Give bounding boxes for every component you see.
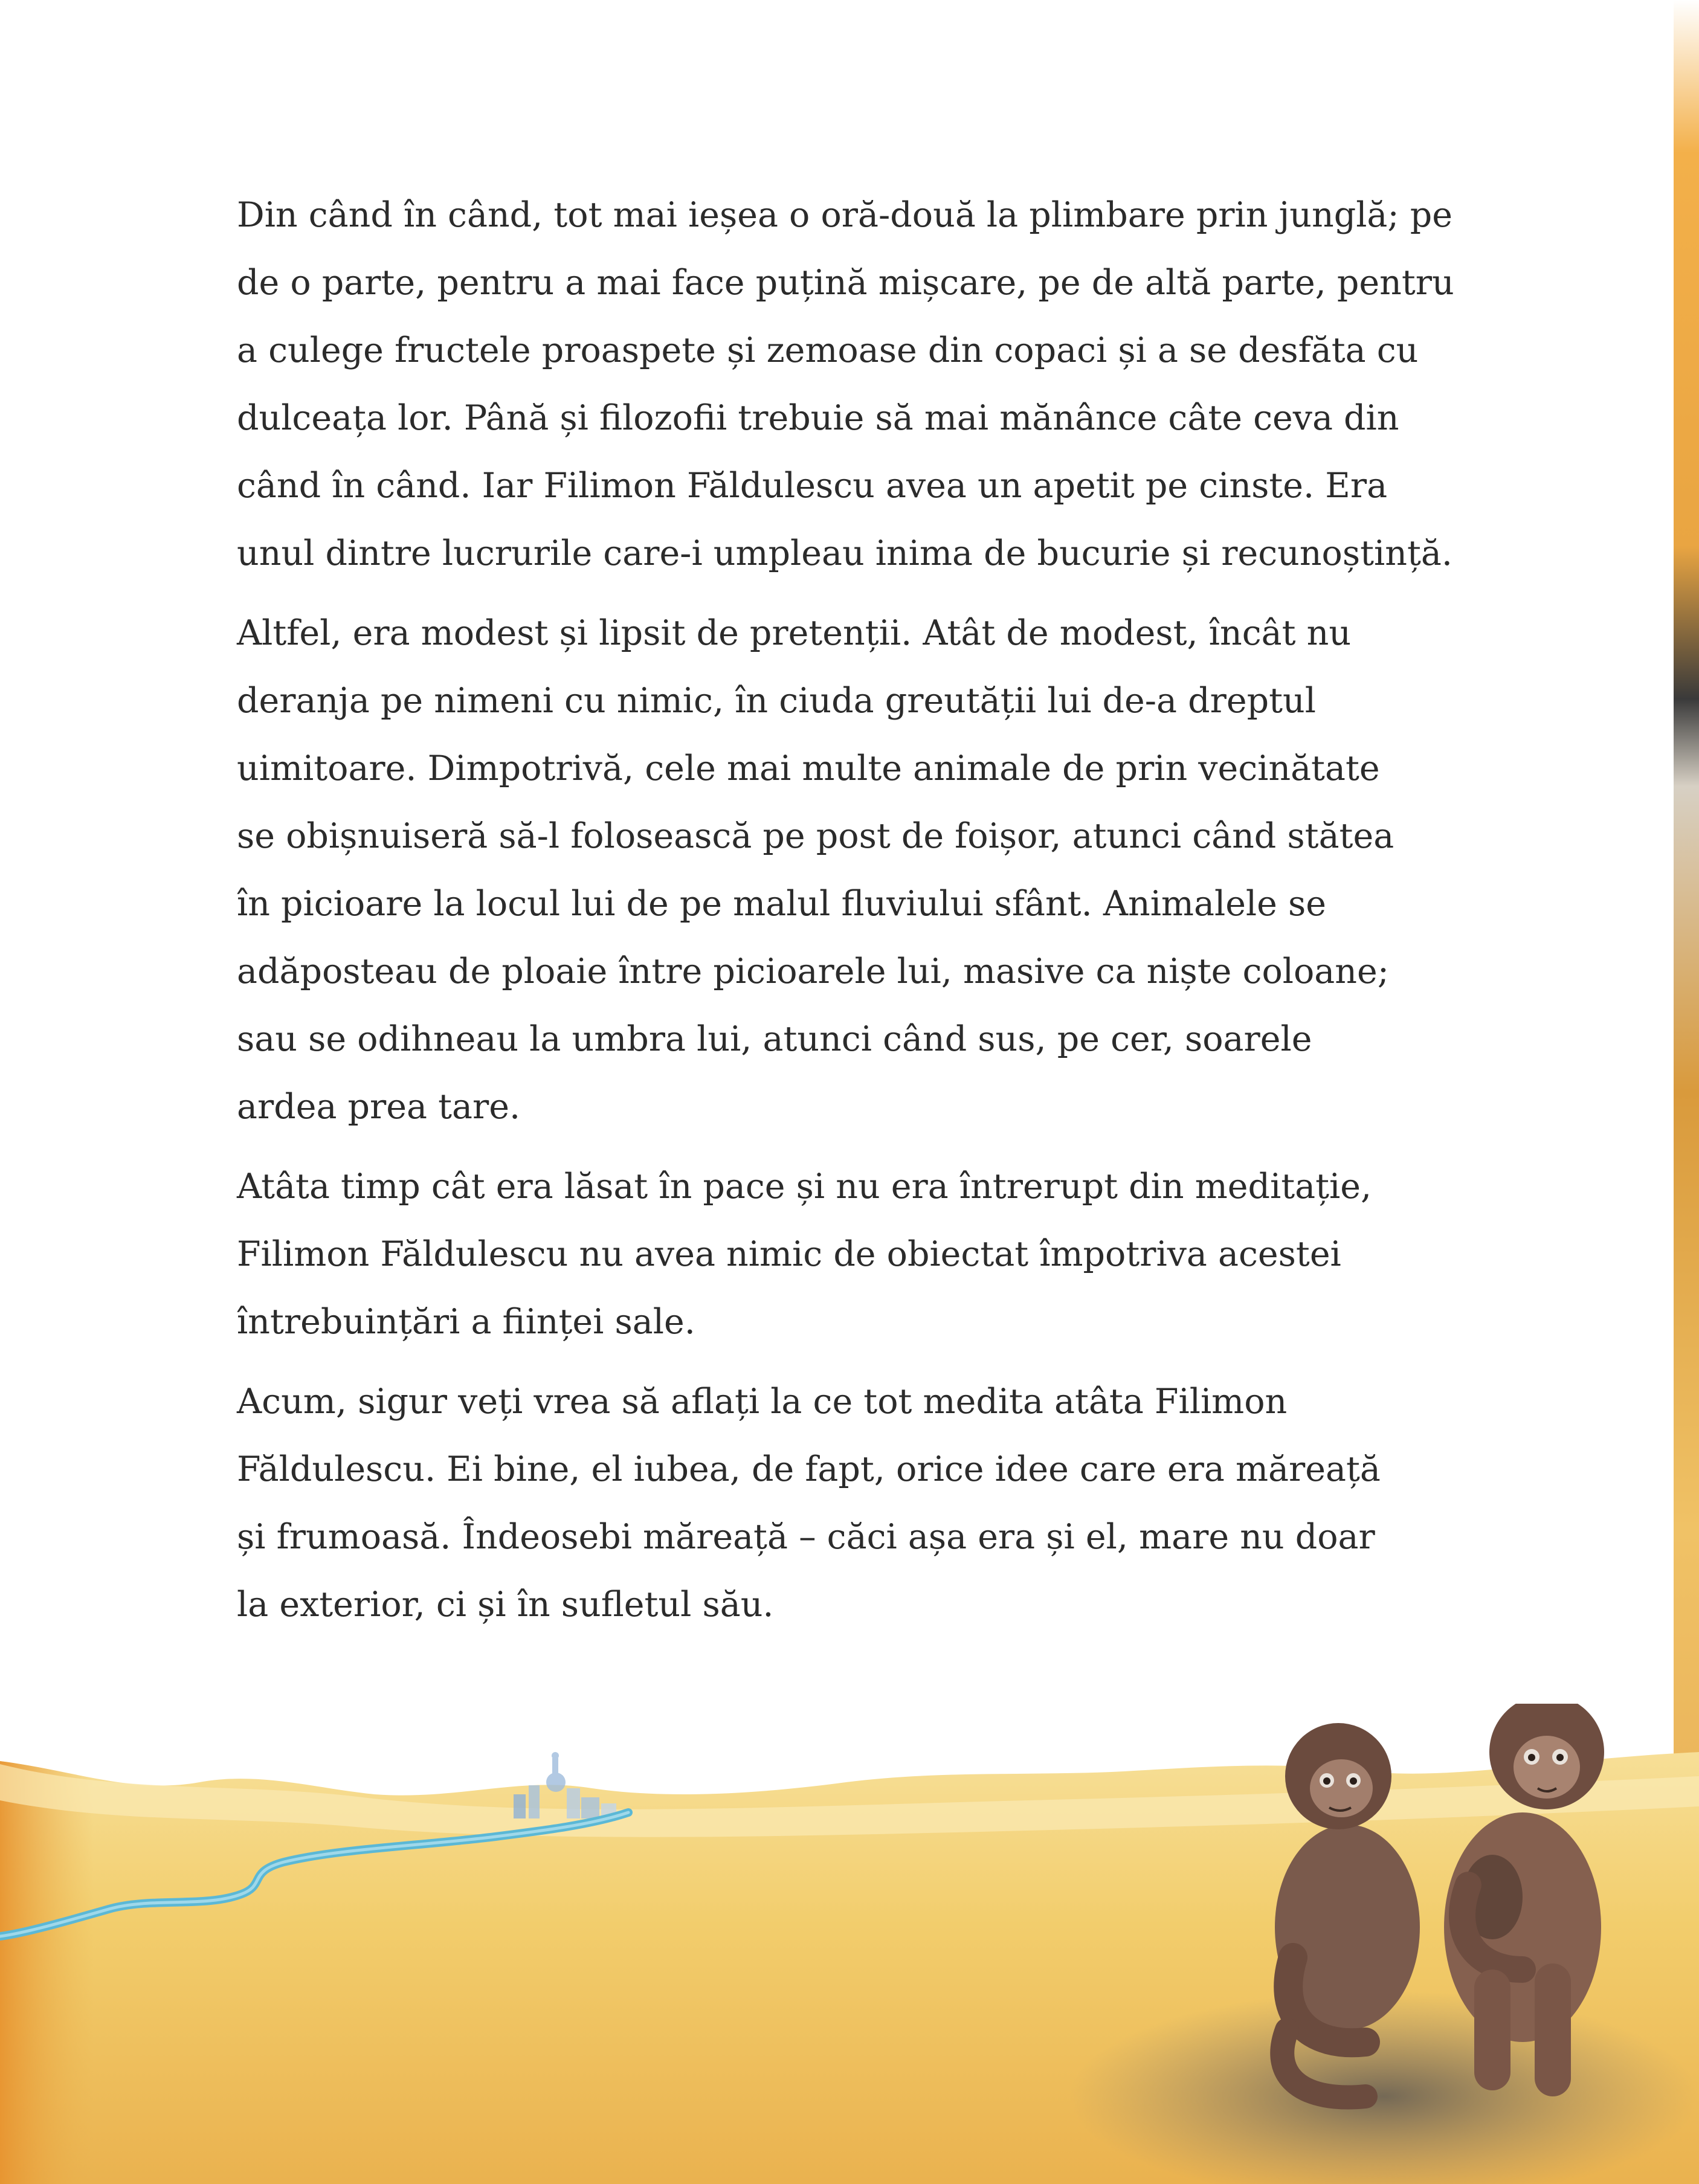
paragraph-1: Din când în când, tot mai ieșea o oră-două la plimbare prin junglă; pe de o parte, pentru a mai face puțină mișcare, pe de altă parte, pentru a culege fructele proaspete și zemoase din copaci și a se desfăta cu dulceața lor. Până și filozofii trebuie să mai mănânce câte ceva din când în când. Iar Filimon Făldulescu avea un apetit pe cinste. Era unul dintre lucrurile care-i umpleau inima de bucurie și recunoștință. xyxy=(237,195,1454,573)
paragraph-4: Acum, sigur veți vrea să aflați la ce tot medita atâta Filimon Făldulescu. Ei bine, el iubea, de fapt, orice idee care era măreață și frumoasă. Îndeosebi măreață – căci așa era și el, mare nu doar la exterior, ci și în sufletul său. xyxy=(237,1382,1381,1625)
desert-illustration xyxy=(0,1704,1699,2184)
story-text xyxy=(237,181,1494,1651)
paragraph-3: Atâta timp cât era lăsat în pace și nu era întrerupt din meditație, Filimon Făldulescu nu avea nimic de obiectat împotriva acestei întrebuințări a ființei sale. xyxy=(237,1167,1372,1342)
paragraph-2: Altfel, era modest și lipsit de pretenții. Atât de modest, încât nu deranja pe nimeni cu nimic, în ciuda greutății lui de-a dreptul uimitoare. Dimpotrivă, cele mai multe animale de prin vecinătate se obișnuiseră să-l folosească pe post de foișor, atunci când stătea în picioare la locul lui de pe malul fluviului sfânt. Animalele se adăposteau de ploaie între picioarele lui, masive ca niște coloane; sau se odihneau la umbra lui, atunci când sus, pe cer, soarele ardea prea tare. xyxy=(237,613,1394,1127)
